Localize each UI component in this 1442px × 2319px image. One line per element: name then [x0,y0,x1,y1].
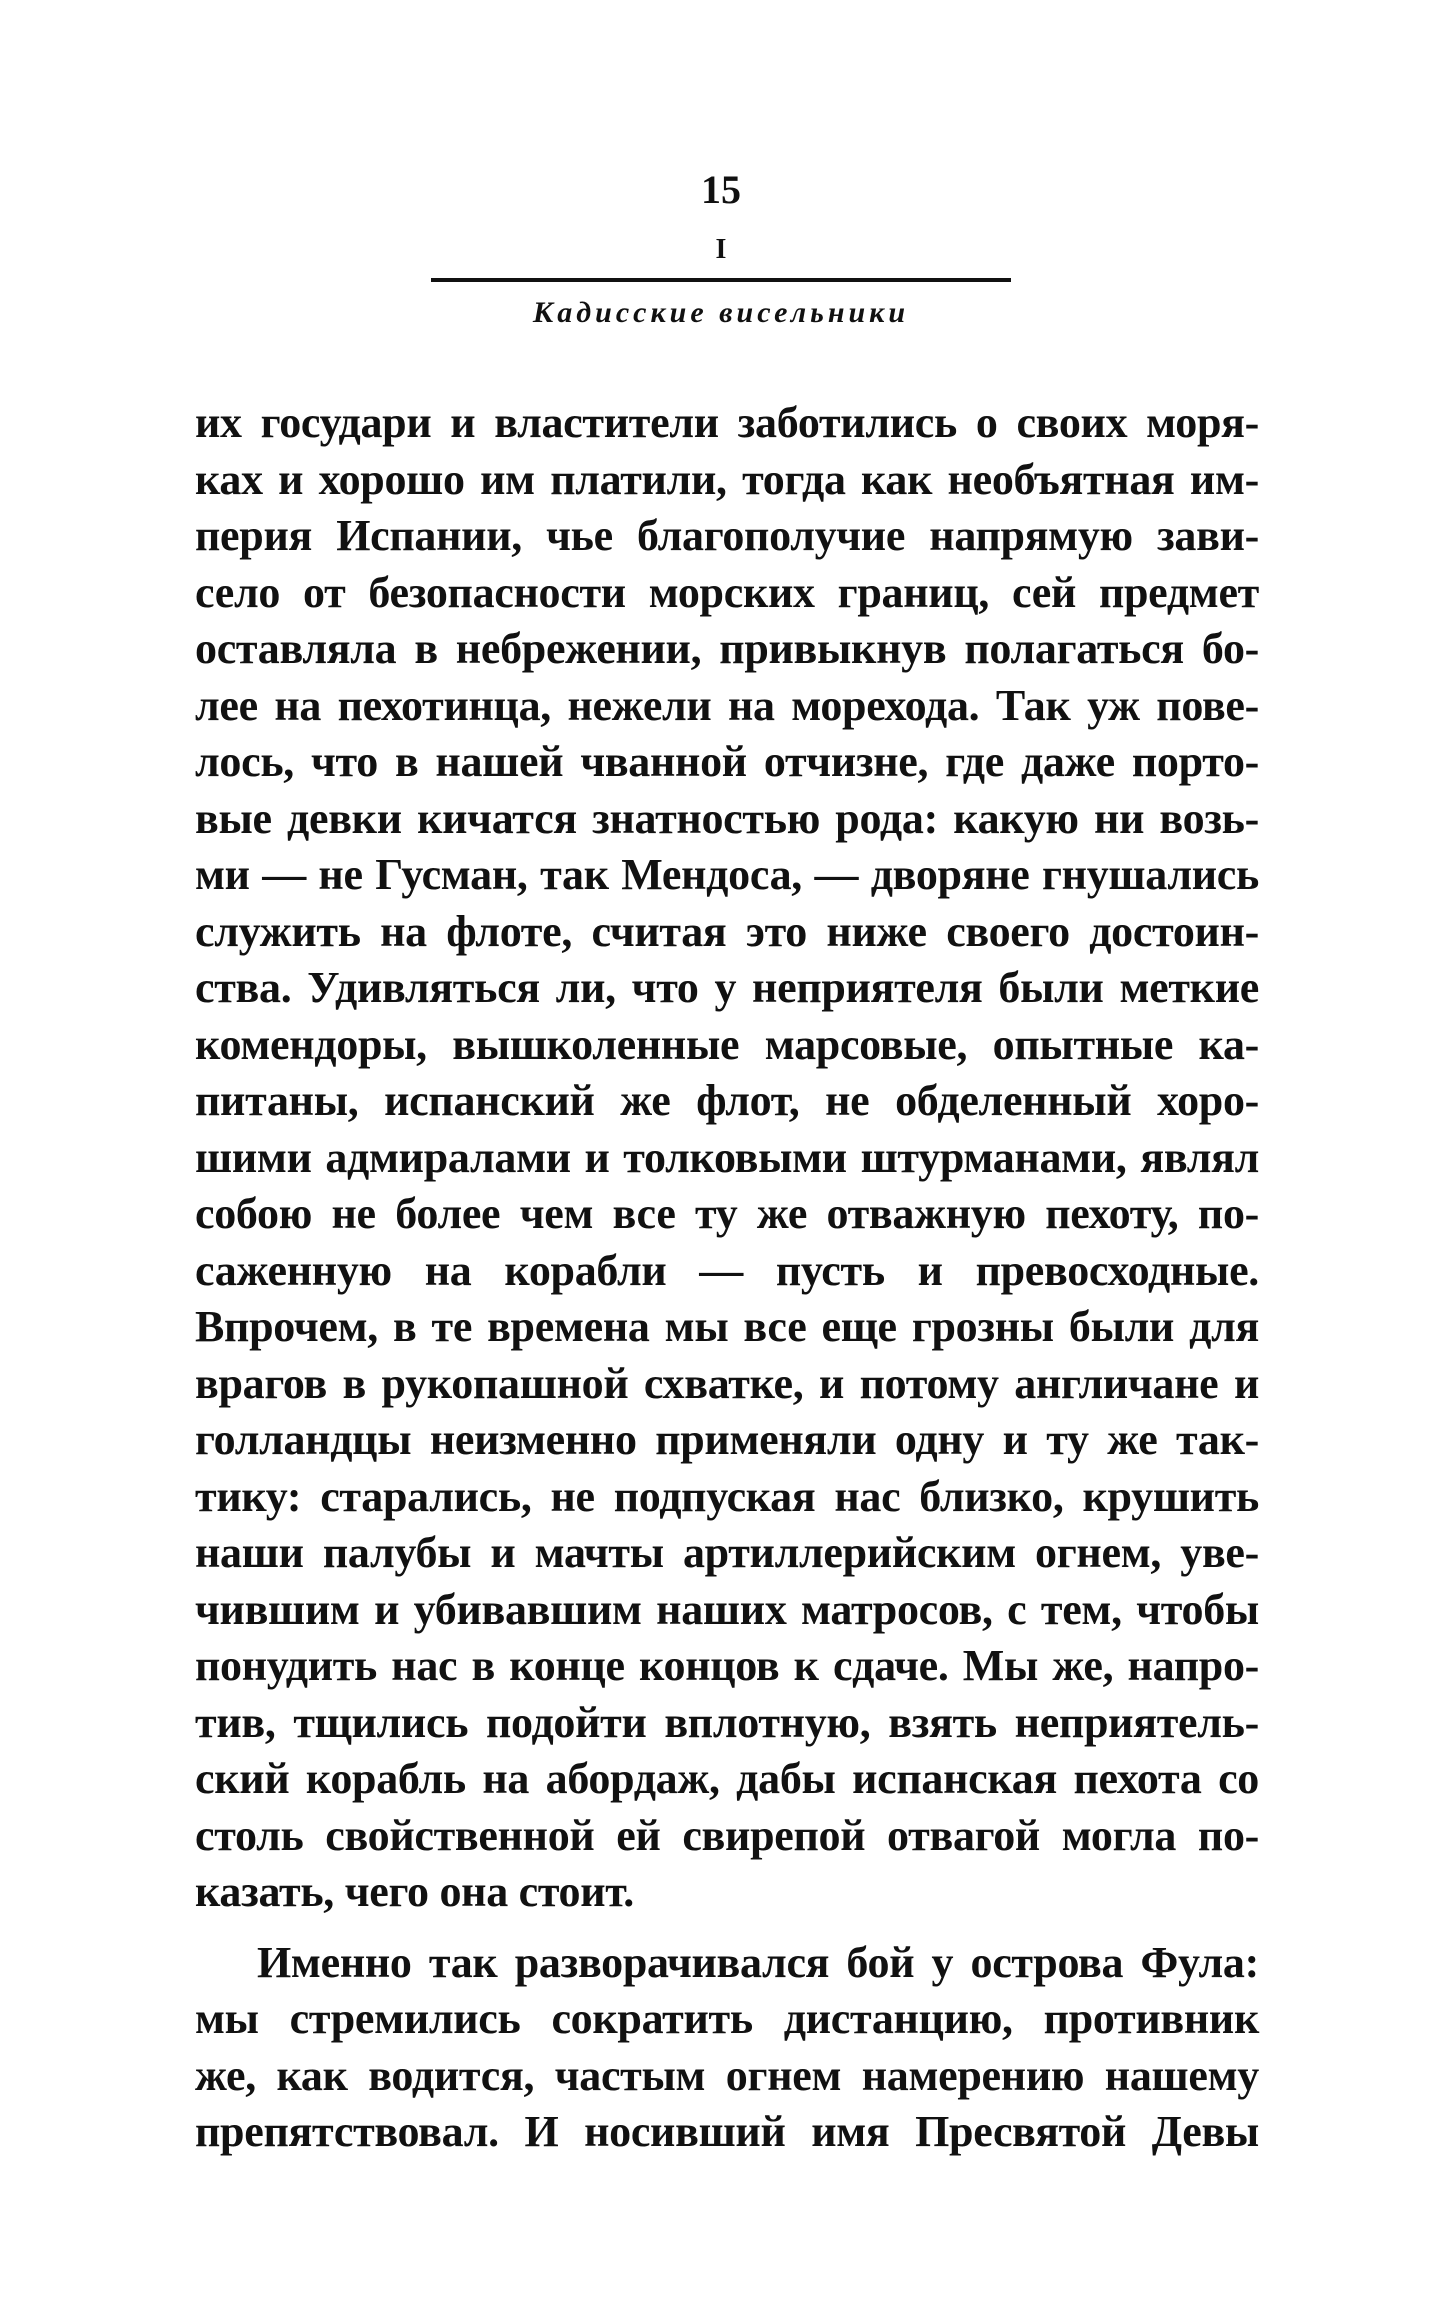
paragraph-gap [195,1921,1259,1935]
body-text [195,395,1259,2161]
text-line: тику: старались, не подпуская нас близко, крушить [195,1471,1259,1521]
text-line: понудить нас в конце концов к сдаче. Мы же, напро- [195,1641,1259,1690]
text-line: ства. Удивляться ли, что у неприятеля были меткие [195,963,1259,1012]
text-line: врагов в рукопашной схватке, и потому англичане и [195,1358,1259,1408]
text-line: столь свойственной ей свирепой отвагой могла по- [195,1810,1259,1860]
text-line: Впрочем, в те времена мы все еще грозны были для [195,1302,1259,1351]
text-line: оставляла в небрежении, привыкнув полагаться бо- [195,624,1259,673]
text-line: их государи и властители заботились о своих моря- [195,398,1259,447]
paragraph-1 [195,395,1259,1921]
text-line: же, как водится, частым огнем намерению нашему [195,2050,1259,2100]
text-line: препятствовал. И носивший имя Пресвятой Девы [195,2107,1259,2156]
text-line: шими адмиралами и толковыми штурманами, являл [195,1132,1259,1182]
text-line: мы стремились сократить дистанцию, противник [195,1994,1259,2043]
text-line: собою не более чем все ту же отважную пехоту, по- [195,1189,1259,1238]
text-line: ми — не Гусман, так Мендоса, — дворяне гнушались [195,850,1259,899]
book-title: Кадисские висельники [532,296,910,329]
text-line: ках и хорошо им платили, тогда как необъятная им- [195,454,1259,504]
paragraph-2 [195,1935,1259,2161]
text-line: село от безопасности морских границ, сей предмет [195,567,1259,617]
text-line: лее на пехотинца, нежели на мореходa. Так уж пове- [195,680,1259,730]
text-line: саженную на корабли — пусть и превосходные. [195,1245,1259,1295]
text-line: комендоры, вышколенные марсовые, опытные ка- [195,1019,1259,1069]
text-line: вые девки кичатся знатностью рода: какую ни возь- [195,793,1259,843]
text-line: наши палубы и мачты артиллерийским огнем, уве- [195,1528,1259,1577]
text-line: чившим и убивавшим наших матросов, с тем, чтобы [195,1584,1259,1634]
page-number: 15 [701,167,741,212]
text-line: лось, что в нашей чванной отчизне, где даже порто- [195,737,1259,786]
chapter-number: I [715,234,727,265]
header-rule [431,278,1011,282]
text-line: служить на флоте, считая это ниже своего достоин- [195,906,1259,956]
text-line: питаны, испанский же флот, не обделенный хоро- [195,1076,1259,1125]
text-line: казать, чего она стоит. [195,1867,635,1916]
text-line: ский корабль на абордаж, дабы испанская пехота со [195,1754,1259,1803]
text-line: Именно так разворачивался бой у острова Фула: [257,1937,1259,1987]
text-line: перия Испании, чье благополучие напрямую зави- [195,511,1259,560]
text-line: тив, тщились подойти вплотную, взять неприятель- [195,1697,1259,1747]
text-line: голландцы неизменно применяли одну и ту же так- [195,1415,1259,1464]
running-head [0,167,1442,330]
